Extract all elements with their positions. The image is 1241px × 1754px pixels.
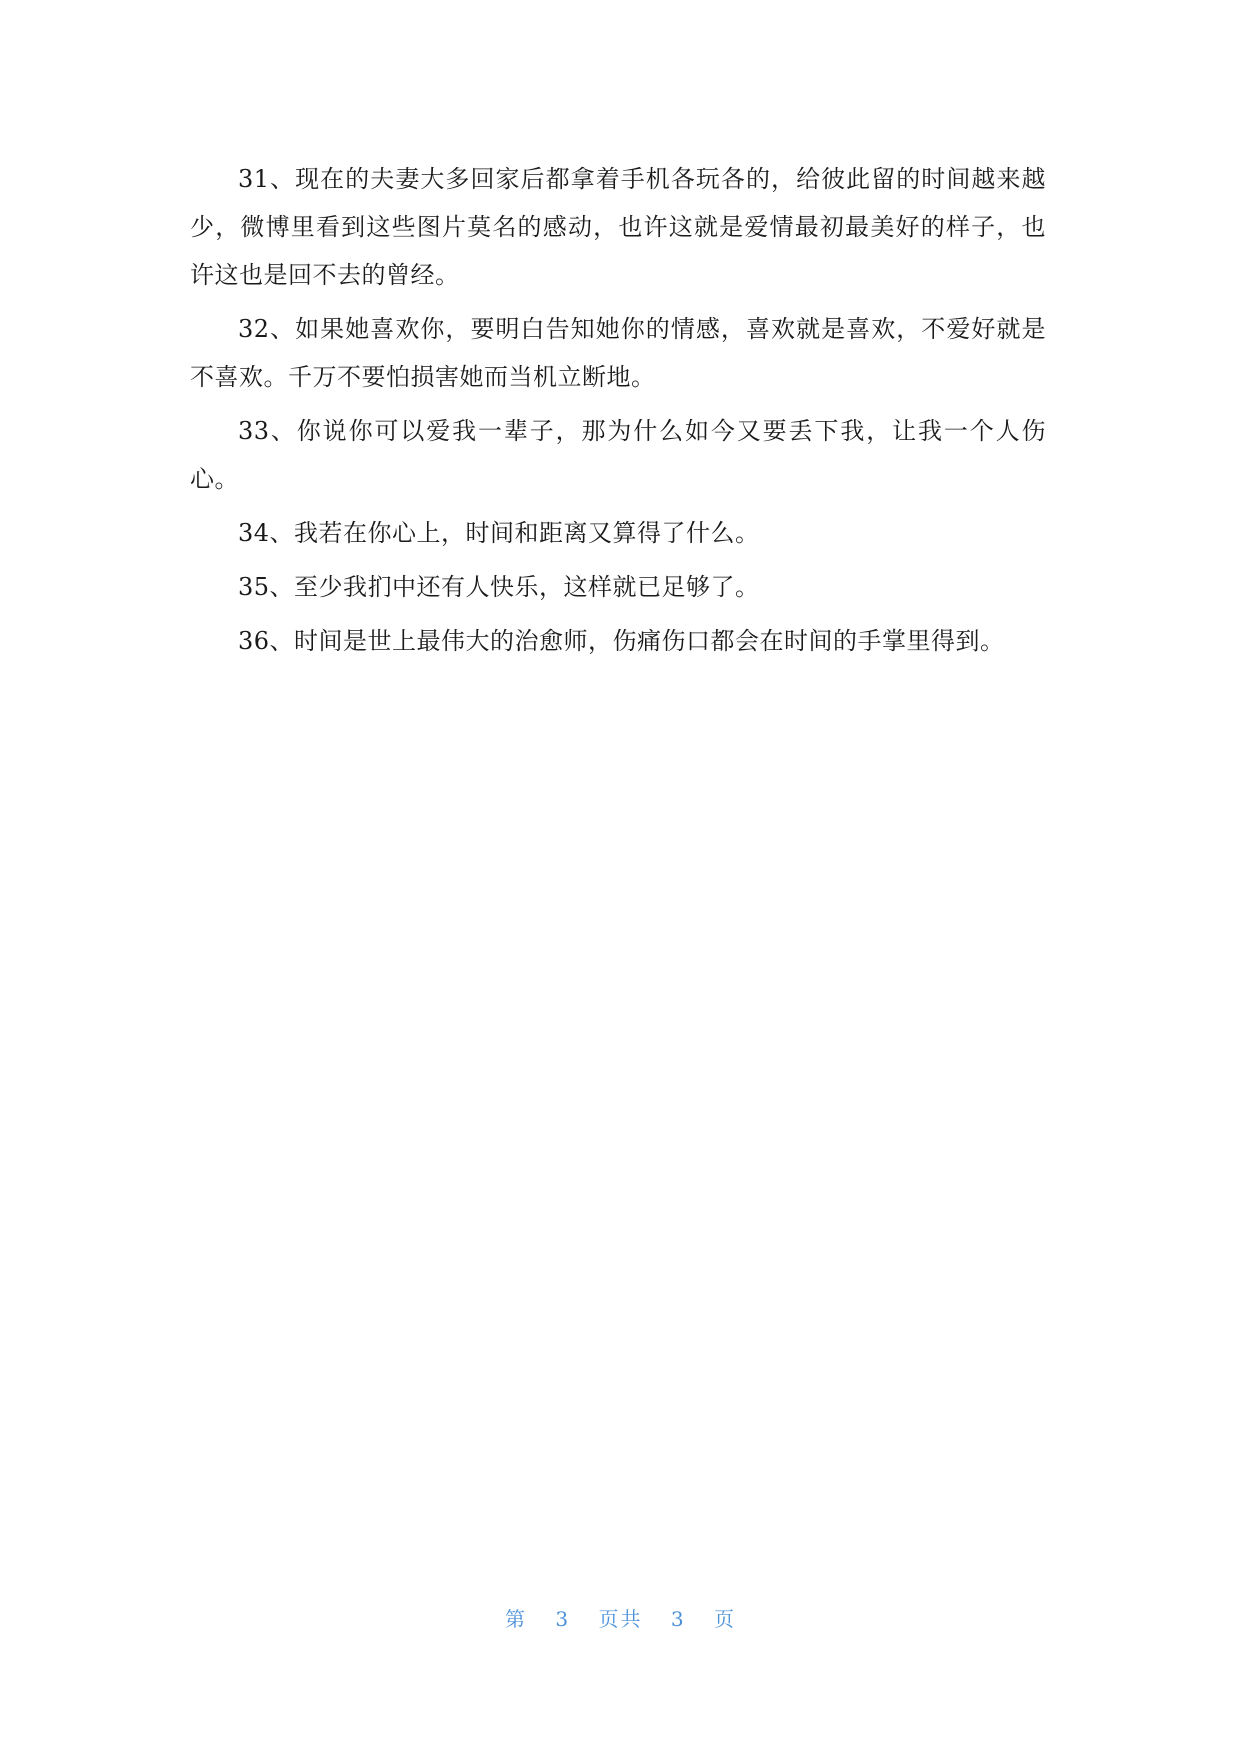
footer-prefix: 第: [505, 1607, 528, 1631]
paragraph-36: 36、时间是世上最伟大的治愈师，伤痛伤口都会在时间的手掌里得到。: [238, 627, 1005, 655]
paragraph-35: 35、至少我扪中还有人快乐，这样就已足够了。: [238, 573, 760, 601]
paragraph-32: 32、如果她喜欢你，要明白告知她你的情感，喜欢就是喜欢，不爱好就是不喜欢。千万不要怕损害她而当机立断地。: [190, 315, 1046, 391]
paragraph-34: 34、我若在你心上，时间和距离又算得了什么。: [238, 519, 760, 547]
paragraph-31: 31、现在的夫妻大多回家后都拿着手机各玩各的，给彼此留的时间越来越少，微博里看到这些图片莫名的感动，也许这就是爱情最初最美好的样子，也许这也是回不去的曾经。: [190, 165, 1046, 289]
document-body: [190, 155, 1046, 671]
footer-middle: 页共: [598, 1607, 643, 1631]
page-footer: [0, 1604, 1241, 1634]
footer-total-pages: 3: [670, 1607, 686, 1631]
footer-suffix: 页: [713, 1607, 736, 1631]
footer-current-page: 3: [555, 1607, 571, 1631]
paragraph-33: 33、你说你可以爱我一辈子，那为什么如今又要丢下我，让我一个人伤心。: [190, 417, 1046, 493]
